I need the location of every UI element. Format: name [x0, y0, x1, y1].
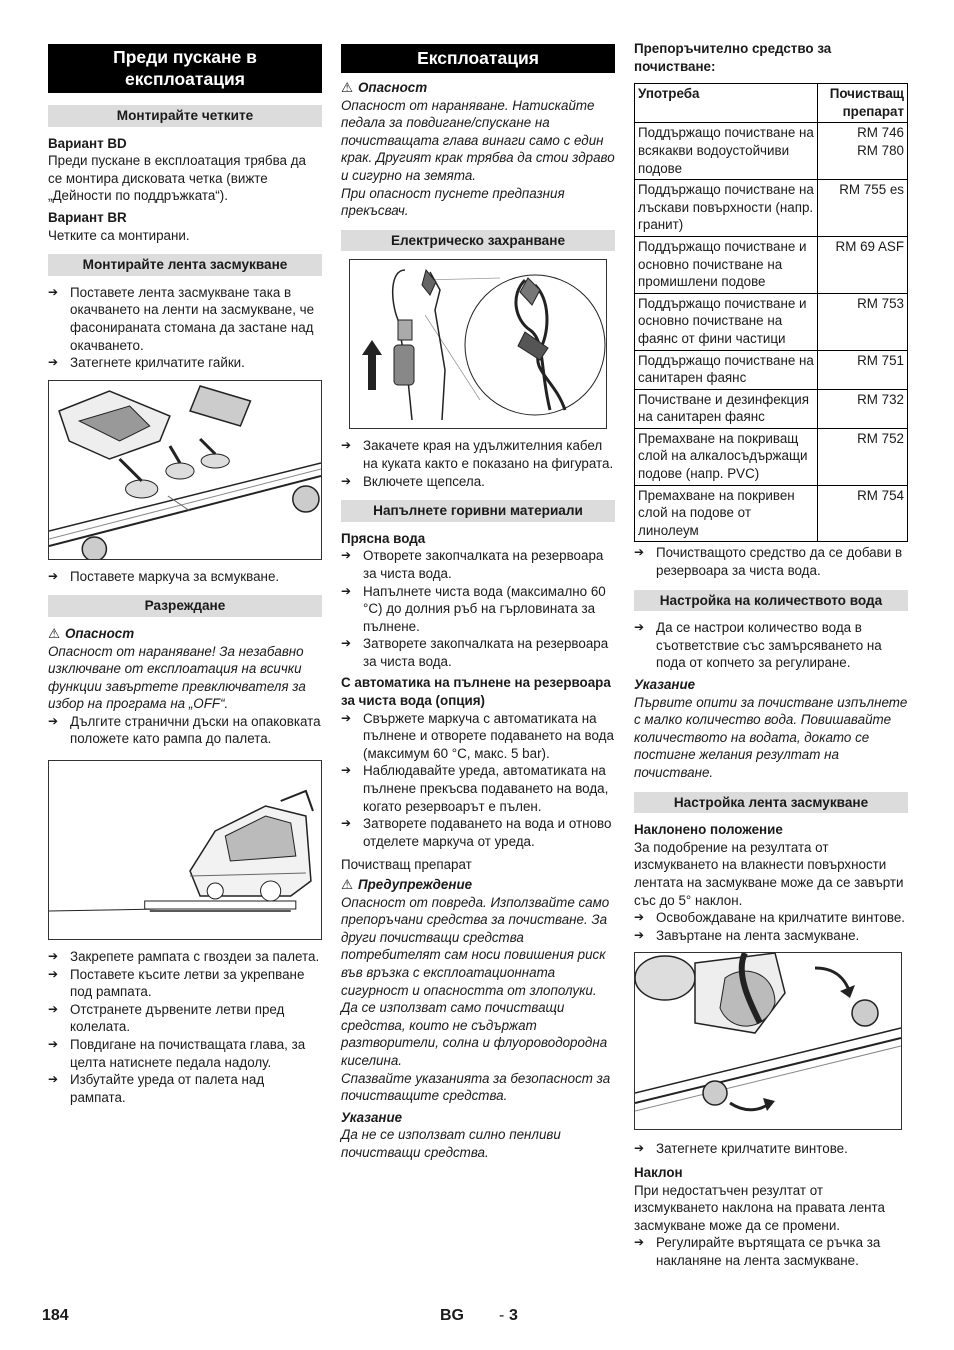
step-item: ➔ Почистващото средство да се добави в резервоара за чиста вода.: [634, 544, 908, 579]
variant-label: Вариант BD: [48, 135, 127, 151]
table-cell-usage: Поддържащо почистване на всякакви водоустойчиви подове: [635, 123, 818, 180]
danger-label-text: Опасност: [65, 625, 135, 641]
table-header: Употреба: [635, 84, 818, 123]
paragraph-label: Наклон: [634, 1164, 683, 1180]
table-cell-usage: Премахване на покривен слой на подове от линолеум: [635, 485, 818, 542]
danger-label-text: Опасност: [358, 80, 428, 95]
table-row: [635, 180, 908, 237]
step-item: ➔ Свържете маркуча с автоматиката на пълнене и отворете подаването на вода (максимум 60 °C, макс. 5 bar).: [341, 710, 615, 763]
warning-text: Спазвайте указанията за безопасност за почистващите средства.: [341, 1070, 611, 1104]
danger-text: Опасност от нараняване! За незабавно изключване от експлоатация на всички функции завъртете превключвателя за избор на програма на „OFF“.: [48, 643, 306, 712]
paragraph: За подобрение на резултата от изсмукването на влакнести повърхности лентата на засмукване може да се завърти със до 5° наклон.: [634, 839, 904, 908]
paragraph: При недостатъчен резултат от изсмукването наклона на правата лента засмукване може да се промени.: [634, 1182, 885, 1233]
footer-separator: -: [499, 1307, 505, 1324]
table-cell-usage: Поддържащо почистване и основно почистване на промишлени подове: [635, 236, 818, 293]
table-row: [635, 123, 908, 180]
table-cell-product: RM 753: [818, 293, 908, 350]
page-number: 184: [42, 1307, 69, 1324]
table-cell-product: RM 746 RM 780: [818, 123, 908, 180]
step-item: ➔ Напълнете чиста вода (максимално 60 °C) до долния ръб на гърловината за пълнене.: [341, 583, 615, 636]
step-list: [634, 544, 908, 579]
section-title: Преди пускане в експлоатация: [48, 44, 322, 93]
table-header-row: [635, 84, 908, 123]
step-list: [341, 547, 615, 670]
paragraph-label: С автоматика на пълнене на резервоара за чиста вода (опция): [341, 675, 611, 709]
table-cell-usage: Поддържащо почистване на лъскави повърхности (напр. гранит): [635, 180, 818, 237]
step-item: ➔ Регулирайте въртящата се ръчка за накланяне на лента засмукване.: [634, 1234, 908, 1269]
paragraph-label: Прясна вода: [341, 530, 426, 546]
note-text: Да не се използват силно пенливи почистващи средства.: [341, 1127, 561, 1160]
squeegee-mount-figure: [48, 380, 322, 560]
paragraph: Преди пускане в експлоатация трябва да се монтира дисковата четка (вижте „Дейности по поддръжката“).: [48, 153, 306, 204]
danger-label: [341, 79, 615, 97]
warning-triangle-icon: ⚠: [341, 877, 354, 892]
variant-label: Вариант BR: [48, 209, 127, 225]
table-row: [635, 389, 908, 428]
step-item: ➔ Завъртане на лента засмукване.: [634, 927, 908, 945]
note-label: Указание: [634, 677, 696, 692]
table-cell-product: RM 752: [818, 428, 908, 485]
section-number: 3: [509, 1307, 518, 1324]
step-list: [634, 909, 908, 944]
subsection-heading: Напълнете горивни материали: [341, 500, 615, 522]
table-row: [635, 485, 908, 542]
step-item: ➔ Поставете късите летви за укрепване под рампата.: [48, 966, 322, 1001]
subsection-heading: Електрическо захранване: [341, 230, 615, 252]
recommended-label: Препоръчително средство за почистване:: [634, 41, 832, 74]
table-body: [635, 123, 908, 542]
language-code: BG: [440, 1307, 464, 1324]
warning-text: Опасност от повреда. Използвайте само препоръчани средства за почистване. За други почистващи средства потребителят сам носи повишения риск във връзка с експлоатационната сигурност и опасността от злополуки. Да се използват само почистващи средства, които не съдържат разтворители, солна и флуороводородна киселина.: [341, 894, 610, 1068]
step-item: ➔ Поставете лента засмукване така в окачването на ленти на засмукване, че фасонираната стомана да застане над окачването.: [48, 284, 322, 354]
warning-triangle-icon: ⚠: [48, 625, 61, 641]
danger-text: Опасност от нараняване. Натискайте педала за повдигане/спускане на почистващата глава винаги само с един крак. Другият крак трябва да стои здраво и сигурно на земята.: [341, 97, 615, 183]
table-row: [635, 236, 908, 293]
table-cell-product: RM 732: [818, 389, 908, 428]
section-title: Експлоатация: [341, 44, 615, 73]
table-cell-usage: Почистване и дезинфекция на санитарен фаянс: [635, 389, 818, 428]
step-list: [48, 284, 322, 372]
cable-hook-figure: [349, 259, 607, 429]
warning-label-text: Предупреждение: [358, 877, 473, 892]
step-item: ➔ Затегнете крилчатите гайки.: [48, 354, 322, 372]
column-right: [634, 41, 908, 1269]
table-row: [635, 428, 908, 485]
step-item: ➔ Наблюдавайте уреда, автоматиката на пълнене прекъсва подаването на вода, когато резервоарът е пълен.: [341, 762, 615, 815]
detergent-table: [634, 83, 908, 542]
danger-label: [48, 625, 322, 643]
step-item: ➔ Да се настрои количество вода в съответствие със замърсяването на пода от копчето за регулиране.: [634, 619, 908, 672]
step-list: [48, 713, 322, 748]
table-cell-product: RM 69 ASF: [818, 236, 908, 293]
note-text: Първите опити за почистване изпълнете с малко количество вода. Повишавайте количеството на водата, докато се постигне желания резултат на почистване.: [634, 694, 908, 780]
step-list: [48, 568, 322, 586]
step-item: ➔ Включете щепсела.: [341, 473, 615, 491]
table-header: Почистващ препарат: [818, 84, 908, 123]
squeegee-tilt-figure: [634, 952, 902, 1130]
paragraph-label: Почистващ препарат: [341, 857, 472, 873]
step-item: ➔ Затворете закопчалката на резервоара за чиста вода.: [341, 635, 615, 670]
subsection-heading: Разреждане: [48, 595, 322, 617]
column-left: [48, 44, 322, 1106]
step-list: [634, 619, 908, 672]
paragraph: Четките са монтирани.: [48, 227, 190, 243]
step-item: ➔ Затворете подаването на вода и отново отделете маркуча от уреда.: [341, 815, 615, 850]
step-item: ➔ Освобождаване на крилчатите винтове.: [634, 909, 908, 927]
ramp-unloading-figure: [48, 760, 322, 940]
note-label: Указание: [341, 1109, 403, 1125]
step-list: [341, 437, 615, 490]
step-item: ➔ Поставете маркуча за всмукване.: [48, 568, 322, 586]
subsection-heading: Монтирайте четките: [48, 105, 322, 127]
step-item: ➔ Отстранете дървените летви пред колелата.: [48, 1001, 322, 1036]
table-cell-product: RM 755 es: [818, 180, 908, 237]
step-item: ➔ Повдигане на почистващата глава, за целта натиснете педала надолу.: [48, 1036, 322, 1071]
step-list: [48, 948, 322, 1106]
step-item: ➔ Избутайте уреда от палета над рампата.: [48, 1071, 322, 1106]
step-list: [634, 1234, 908, 1269]
table-cell-product: RM 751: [818, 350, 908, 389]
subsection-heading: Настройка лента засмукване: [634, 792, 908, 814]
danger-text: При опасност пуснете предпазния прекъсвач.: [341, 185, 565, 219]
step-item: ➔ Закачете края на удължителния кабел на куката както е показано на фигурата.: [341, 437, 615, 472]
table-row: [635, 293, 908, 350]
table-cell-product: RM 754: [818, 485, 908, 542]
warning-label: [341, 876, 615, 894]
step-item: ➔ Закрепете рампата с гвоздеи за палета.: [48, 948, 322, 966]
step-item: ➔ Дългите странични дъски на опаковката положете като рампа до палета.: [48, 713, 322, 748]
subsection-heading: Монтирайте лента засмукване: [48, 254, 322, 276]
table-cell-usage: Поддържащо почистване на санитарен фаянс: [635, 350, 818, 389]
paragraph-label: Наклонено положение: [634, 822, 783, 838]
warning-triangle-icon: ⚠: [341, 80, 354, 95]
subsection-heading: Настройка на количеството вода: [634, 590, 908, 612]
column-middle: [341, 44, 615, 1162]
table-cell-usage: Премахване на покриващ слой на алкалосъдържащи подове (напр. PVC): [635, 428, 818, 485]
table-cell-usage: Поддържащо почистване и основно почистване на фаянс от фини частици: [635, 293, 818, 350]
step-item: ➔ Отворете закопчалката на резервоара за чиста вода.: [341, 547, 615, 582]
step-list: [634, 1140, 908, 1158]
table-row: [635, 350, 908, 389]
step-list: [341, 710, 615, 851]
step-item: ➔ Затегнете крилчатите винтове.: [634, 1140, 908, 1158]
